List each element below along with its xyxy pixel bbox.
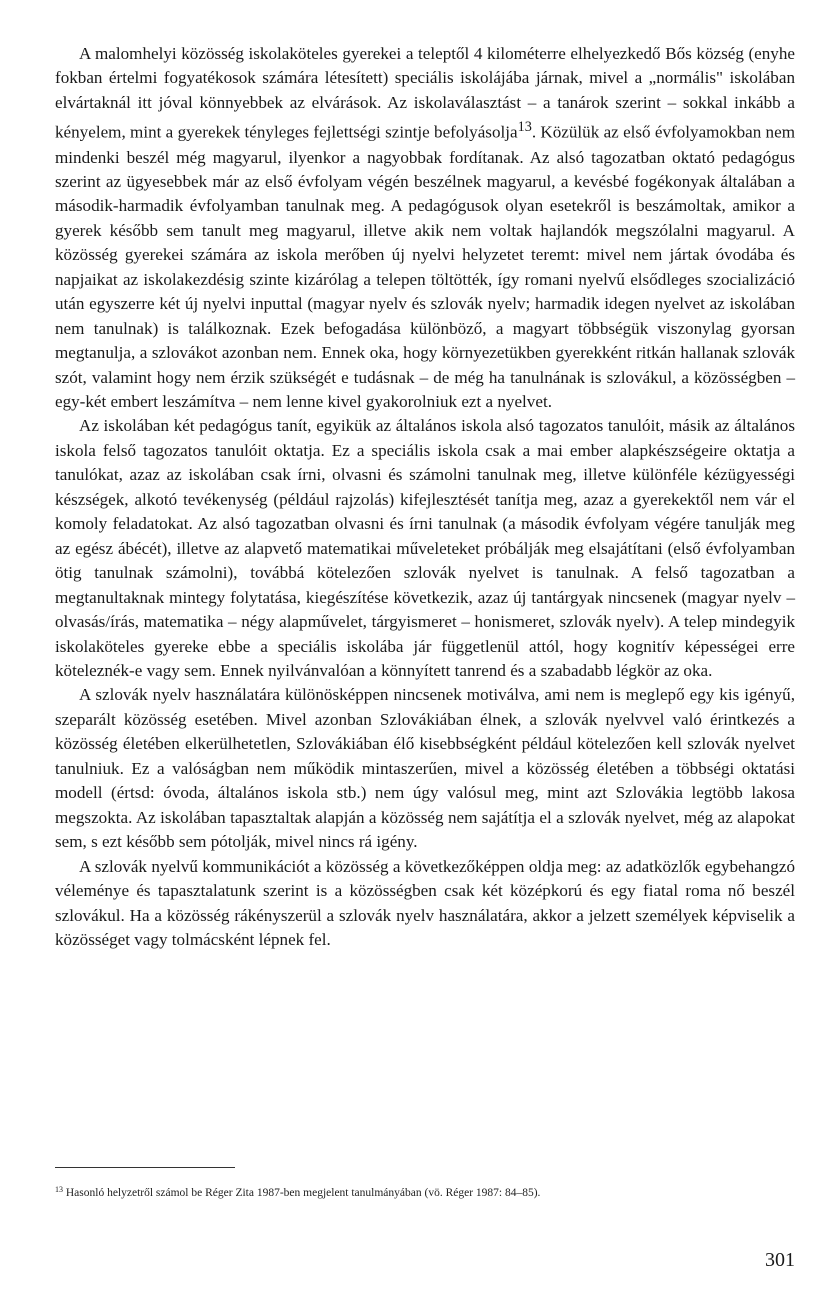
footnote-divider — [55, 1167, 235, 1168]
paragraph-1-text: A malomhelyi közösség iskolaköteles gyerekei a teleptől 4 kilométerre elhelyezkedő Bős község (enyhe fokban értelmi fogyatékosok számára létesített) speciális iskolájába járnak, mivel a „normális" iskolában elvártaknál itt jóval könnyebbek az elvárások. Az iskolaválasztást – a tanárok szerint – sokkal inkább a kényelem, mint a gyerekek tényleges fejlettségi szintje befolyásolja — [55, 44, 795, 143]
footnote-text: Hasonló helyzetről számol be Réger Zita 1987-ben megjelent tanulmányában (vö. Réger 1987: 84–85). — [63, 1187, 541, 1199]
footnote — [55, 1182, 795, 1201]
page-number: 301 — [765, 1249, 795, 1271]
body-text — [55, 42, 795, 952]
paragraph-2: Az iskolában két pedagógus tanít, egyikük az általános iskola alsó tagozatos tanulóit, másik az általános iskola felső tagozatos tanulóit oktatja. Ez a speciális iskola csak a mai ember alapkészségeire oktatja a tanulókat, azaz az iskolában csak írni, olvasni és számolni tanulnak meg, illetve különféle kézügyességi készségek, alkotó tevékenység (például rajzolás) kifejlesztését tanítja meg, azaz a gyerekektől nem vár el komoly feladatokat. Az alsó tagozatban olvasni és írni tanulnak (a második évfolyam végére tanulják meg az egész ábécét), illetve az alapvető matematikai műveleteket próbálják meg elsajátítani (első évfolyamban ötig tanulnak számolni), továbbá kötelezően szlovák nyelvet is tanulnak. A felső tagozatban a megtanultaknak mintegy folytatása, kiegészítése következik, azaz új tantárgyak nincsenek (magyar nyelv – olvasás/írás, matematika – négy alapművelet, tárgyismeret – honismeret, szlovák nyelv). A telep mindegyik iskolaköteles gyereke ebbe a speciális iskolába jár függetlenül attól, hogy kognitív képességei erre köteleznék-e vagy sem. Ennek nyilvánvalóan a könnyített tanrend és a szabadabb légkör az oka. — [55, 416, 795, 681]
paragraph-1 — [55, 42, 795, 414]
footnote-reference: 13 — [517, 119, 532, 136]
paragraph-1-continuation: . Közülük az első évfolyamokban nem mindenki beszél még magyarul, ilyenkor a nagyobbak fordítanak. Az alsó tagozatban oktató pedagógus szerint az ügyesebbek már az első évfolyam végén beszélnek magyarul, a kevésbé fogékonyak általában a második-harmadik évfolyamban tanulnak meg. A pedagógusok olyan esetekről is beszámoltak, amikor a gyerek később sem tanult meg magyarul, illetve akik nem voltak hajlandók megszólalni magyarul. A közösség gyerekei számára az iskola merőben új nyelvi helyzetet teremt: mivel nem jártak óvodába és napjaikat az iskolakezdésig szinte kizárólag a telepen töltötték, így romani nyelvű elsődleges szocializáció után egyszerre két új nyelvi inputtal (magyar nyelv és szlovák nyelv; harmadik idegen nyelvet az iskolában nem tanulnak) is találkoznak. Ezek befogadása különböző, a magyart többségük viszonylag gyorsan megtanulja, a szlovákot azonban nem. Ennek oka, hogy környezetükben gyerekként ritkán hallanak szlovák szót, valamint hogy nem érzik szükségét e tudásnak – de még ha tanulnának is szlovákul, a közösségben – egy-két embert leszámítva – nem lenne kivel gyakorolniuk ezt a nyelvet. — [55, 123, 795, 412]
paragraph-4: A szlovák nyelvű kommunikációt a közösség a következőképpen oldja meg: az adatközlők egybehangzó véleménye és tapasztalatunk szerint is a közösségben csak két középkorú és egy fiatal roma nő beszél szlovákul. Ha a közösség rákényszerül a szlovák nyelv használatára, akkor a jelzett személyek képviselik a közösséget vagy tolmácsként lépnek fel. — [55, 856, 795, 949]
paragraph-3: A szlovák nyelv használatára különösképpen nincsenek motiválva, ami nem is meglepő egy kis igényű, szeparált közösség esetében. Mivel azonban Szlovákiában élnek, a szlovák nyelvvel való érintkezés a közösség életében elkerülhetetlen, Szlovákiában élő kisebbségként például kötelezően kell szlovák nyelvet tanulniuk. Ez a valóságban nem működik mintaszerűen, mivel a közösség életében a többségi oktatási modell (értsd: óvoda, általános iskola stb.) nem úgy valósul meg, mint azt Szlovákia legtöbb lakosa megszokta. Az iskolában tapasztaltak alapján a közösség nem sajátítja el a szlovák nyelvet, még az alapokat sem, s ezt később sem pótolják, mivel nincs rá igény. — [55, 685, 795, 852]
footnote-marker: 13 — [55, 1185, 63, 1194]
